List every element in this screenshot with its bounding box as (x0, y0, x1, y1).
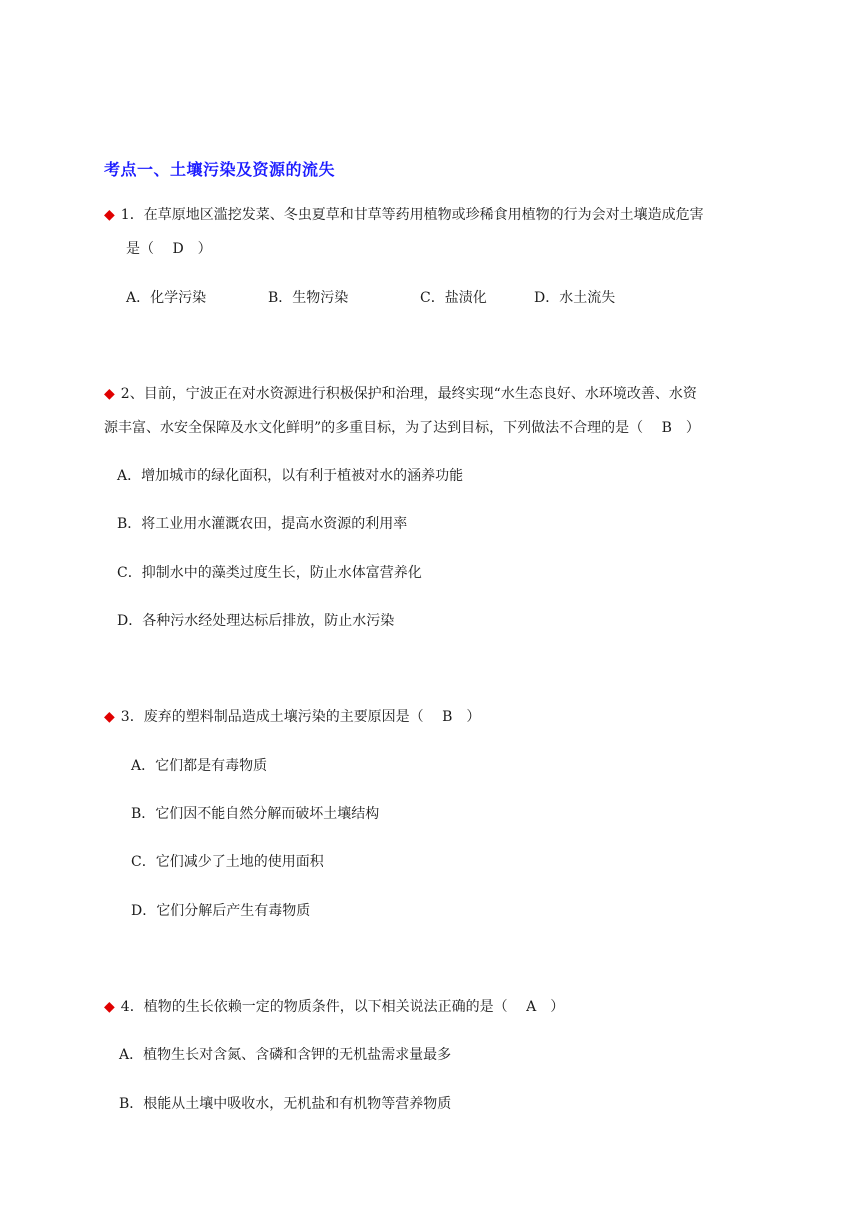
question-2-option-c: C．抑制水中的藻类过度生长，防止水体富营养化 (117, 565, 422, 581)
question-2-line-1: 2、目前，宁波正在对水资源进行积极保护和治理，最终实现“水生态良好、水环境改善、水资 (120, 386, 697, 402)
question-2-option-b: B．将工业用水灌溉农田，提高水资源的利用率 (117, 516, 408, 532)
question-3-option-b: B．它们因不能自然分解而破坏土壤结构 (131, 806, 380, 822)
question-3-option-c: C．它们减少了土地的使用面积 (131, 854, 324, 870)
question-1-line-2: 是（ D ） (126, 241, 212, 257)
question-4-option-b: B．根能从土壤中吸收水，无机盐和有机物等营养物质 (119, 1096, 452, 1112)
option-d: D．水土流失 (534, 290, 616, 306)
red-diamond-icon: ◆ (104, 207, 115, 223)
question-3-option-d: D．它们分解后产生有毒物质 (131, 903, 311, 919)
question-3 (104, 707, 480, 727)
option-c: C．盐渍化 (420, 290, 487, 306)
red-diamond-icon: ◆ (104, 999, 115, 1015)
red-diamond-icon: ◆ (104, 386, 115, 402)
question-2-option-d: D．各种污水经处理达标后排放，防止水污染 (117, 613, 395, 629)
question-4-line-1: 4．植物的生长依赖一定的物质条件，以下相关说法正确的是（ A ） (120, 999, 565, 1015)
question-1 (104, 205, 704, 225)
option-a: A．化学污染 (126, 290, 207, 306)
question-3-line-1: 3．废弃的塑料制品造成土壤污染的主要原因是（ B ） (120, 709, 481, 725)
question-4-option-a: A．植物生长对含氮、含磷和含钾的无机盐需求量最多 (119, 1047, 452, 1063)
question-2 (104, 384, 697, 404)
question-2-option-a: A．增加城市的绿化面积，以有利于植被对水的涵养功能 (117, 468, 464, 484)
question-3-option-a: A．它们都是有毒物质 (131, 758, 268, 774)
red-diamond-icon: ◆ (104, 709, 115, 725)
question-1-line-1: 1．在草原地区滥挖发菜、冬虫夏草和甘草等药用植物或珍稀食用植物的行为会对土壤造成危害 (120, 207, 704, 223)
question-2-line-2: 源丰富、水安全保障及水文化鲜明”的多重目标，为了达到目标，下列做法不合理的是（ B ） (104, 420, 700, 436)
question-4 (104, 997, 564, 1017)
section-title: 考点一、土壤污染及资源的流失 (104, 160, 336, 179)
option-b: B．生物污染 (268, 290, 349, 306)
